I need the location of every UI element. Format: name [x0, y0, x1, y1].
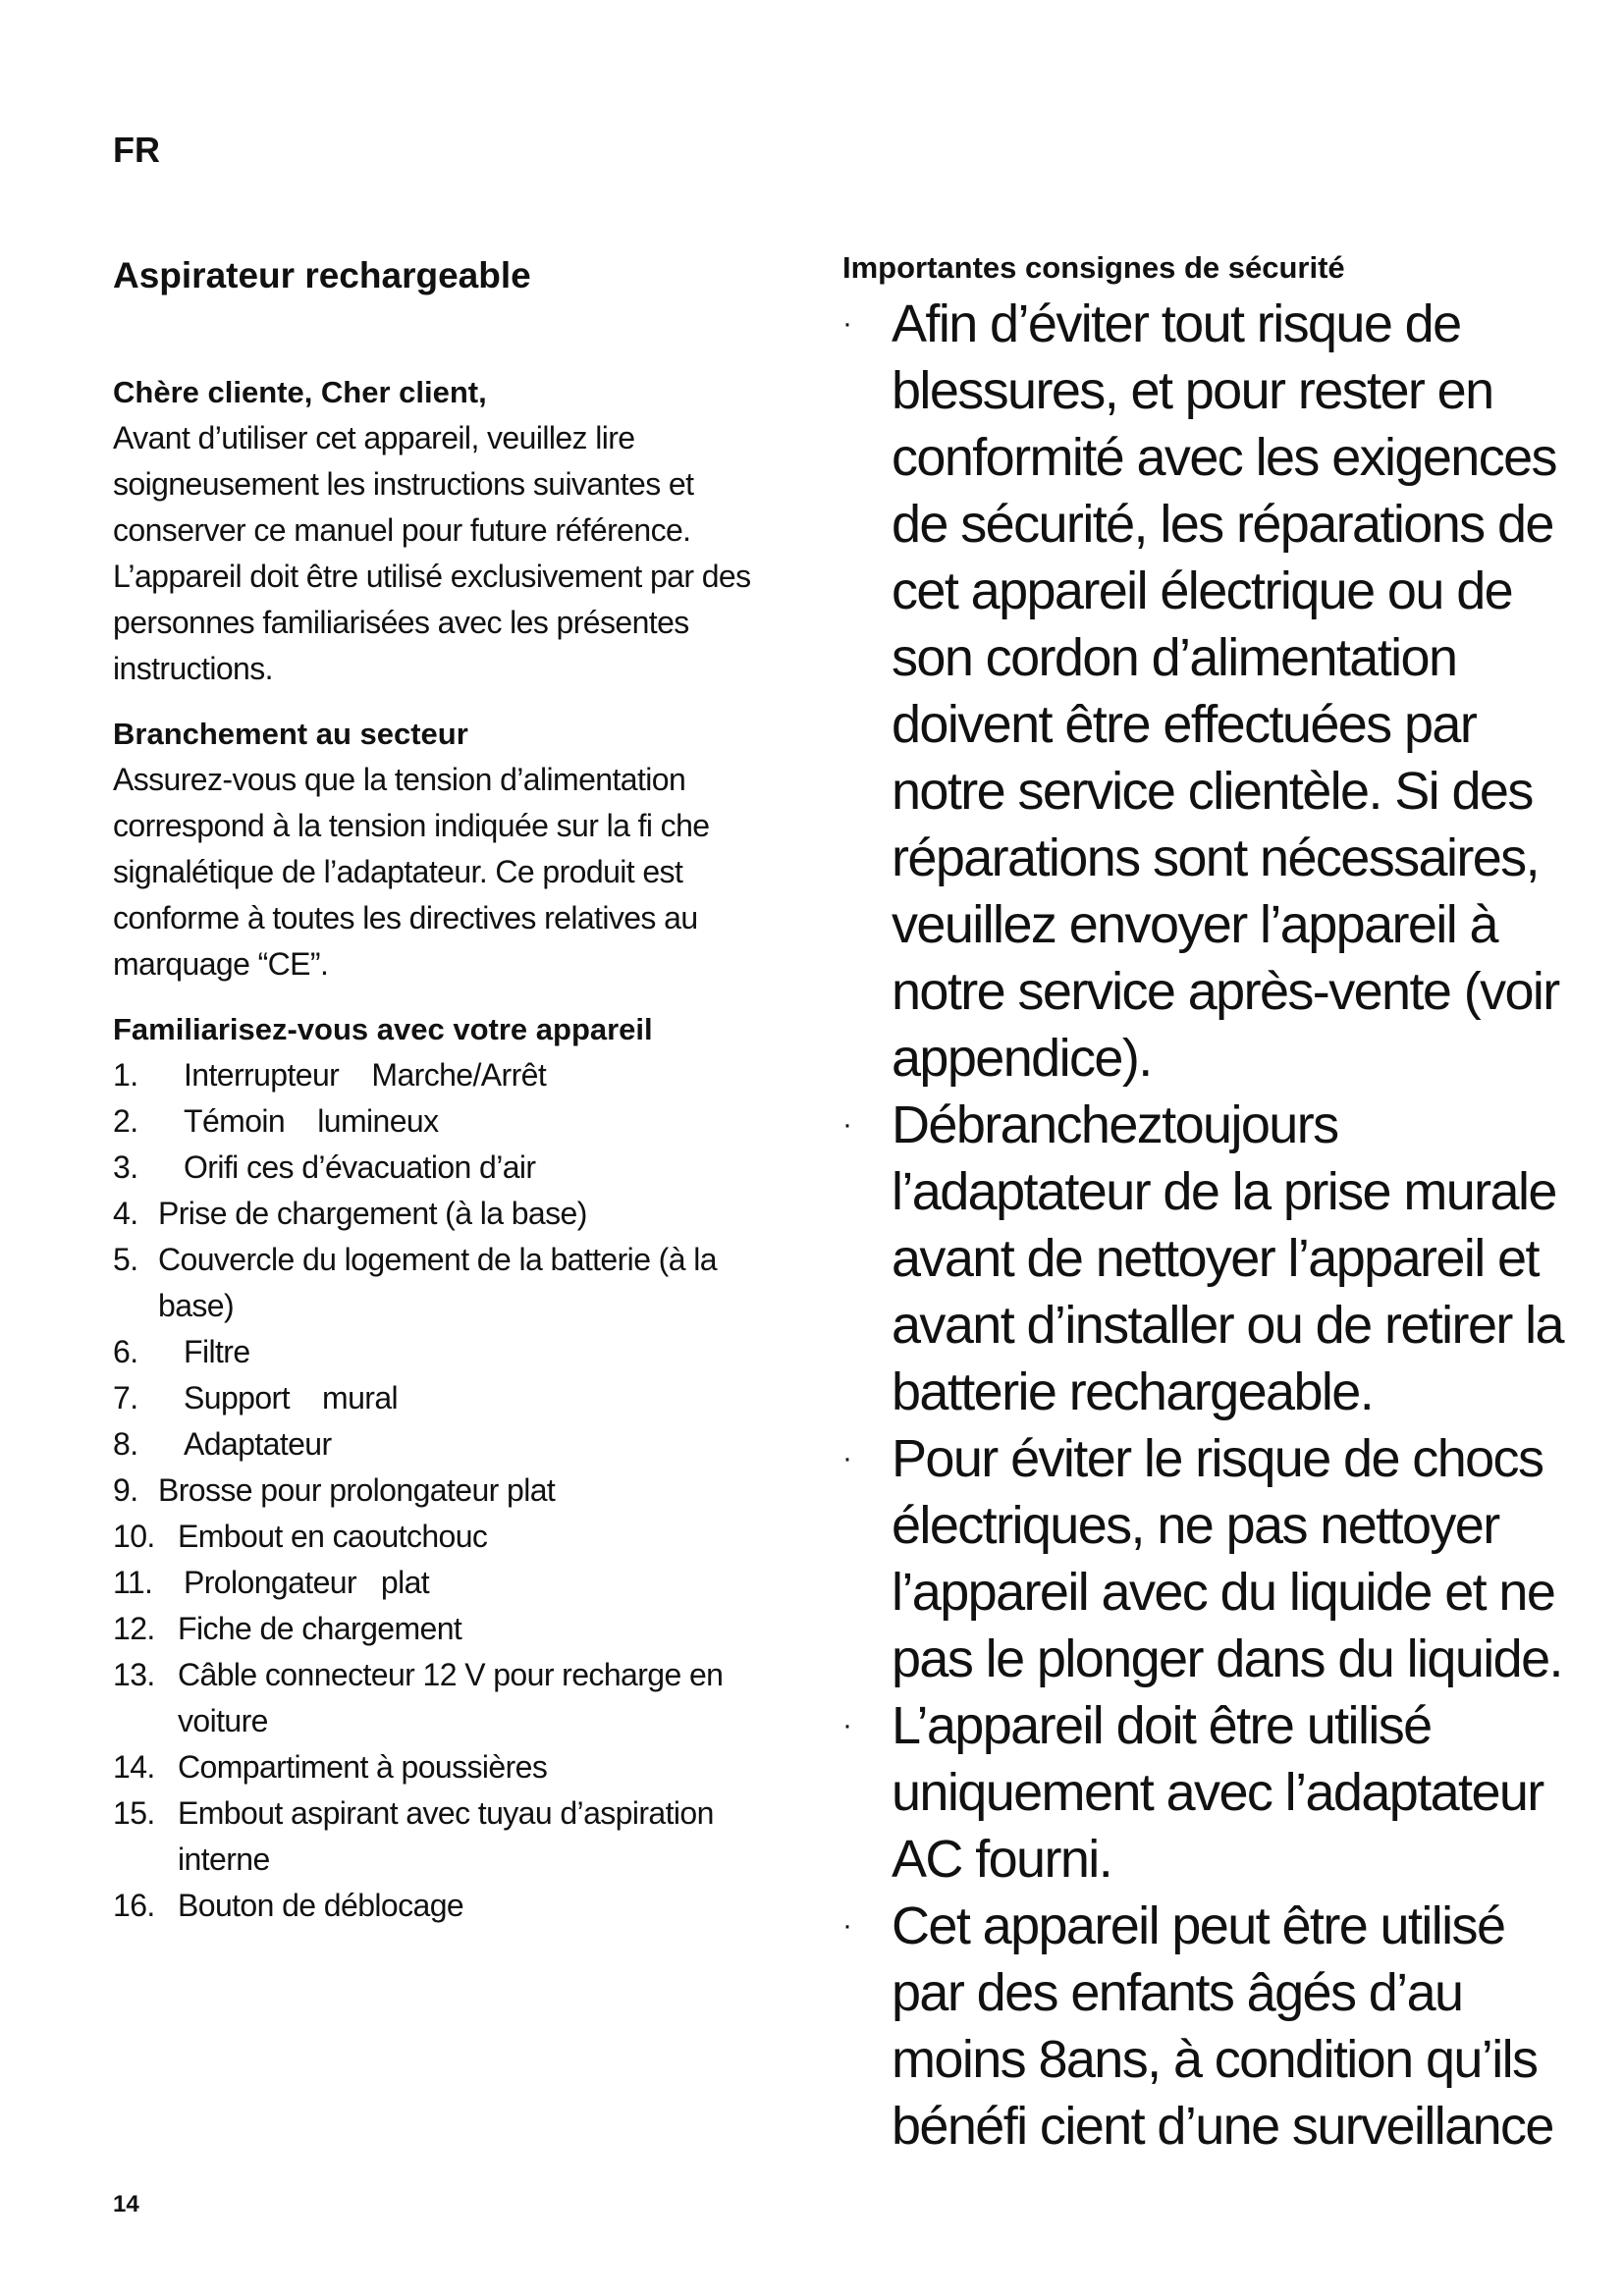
safety-item	[842, 1893, 1569, 2160]
list-item	[113, 1421, 800, 1468]
safety-item	[842, 1425, 1569, 1692]
list-item	[113, 1744, 800, 1790]
item-number: 8.	[113, 1426, 138, 1462]
parts-list	[113, 1052, 800, 1929]
item-label: Couvercle du logement de la batterie (à la base)	[158, 1242, 717, 1323]
item-label: Orifi ces d’évacuation d’air	[184, 1149, 536, 1185]
item-number: 7.	[113, 1380, 138, 1415]
list-item	[113, 1237, 800, 1329]
item-label: Câble connecteur 12 V pour recharge en voiture	[178, 1657, 724, 1738]
left-column	[113, 250, 800, 1929]
item-number: 12.	[113, 1611, 155, 1646]
safety-item	[842, 1692, 1569, 1893]
item-number: 11.	[113, 1565, 153, 1600]
safety-heading: Importantes consignes de sécurité	[842, 250, 1345, 285]
item-label: Embout aspirant avec tuyau d’aspiration interne	[178, 1795, 714, 1877]
item-label: Bouton de déblocage	[178, 1888, 464, 1923]
page-number: 14	[113, 2191, 139, 2217]
list-item	[113, 1329, 800, 1375]
item-number: 2.	[113, 1103, 138, 1139]
list-item	[113, 1560, 800, 1606]
item-label: Témoin lumineux	[184, 1103, 439, 1139]
bullet-icon: ·	[842, 1442, 851, 1474]
item-label: Compartiment à poussières	[178, 1749, 548, 1785]
list-item	[113, 1652, 800, 1744]
safety-item-text: Débrancheztoujours l’adaptateur de la prise murale avant de nettoyer l’appareil et avant d’installer ou de retirer la batterie rechargeable.	[892, 1095, 1563, 1421]
bullet-icon: ·	[842, 307, 851, 340]
greeting-text: Avant d’utiliser cet appareil, veuillez lire soigneusement les instructions suivantes et conserver ce manuel pour future référence. L’appareil doit être utilisé exclusivement par des personnes familiarisées avec les présentes instructions.	[113, 420, 751, 686]
item-label: Embout en caoutchouc	[178, 1519, 488, 1554]
item-label: Adaptateur	[184, 1426, 332, 1462]
item-number: 1.	[113, 1057, 138, 1093]
list-item	[113, 1606, 800, 1652]
safety-list	[842, 291, 1569, 2160]
bullet-icon: ·	[842, 1909, 851, 1942]
item-number: 13.	[113, 1657, 155, 1692]
list-item	[113, 1514, 800, 1560]
item-label: Prise de chargement (à la base)	[158, 1196, 587, 1231]
safety-item-text: Pour éviter le risque de chocs électriques, ne pas nettoyer l’appareil avec du liquide et ne pas le plonger dans du liquide.	[892, 1429, 1562, 1688]
safety-item	[842, 291, 1569, 1092]
item-number: 14.	[113, 1749, 155, 1785]
mains-section	[113, 712, 800, 988]
item-number: 4.	[113, 1196, 138, 1231]
item-number: 5.	[113, 1242, 138, 1277]
item-number: 16.	[113, 1888, 155, 1923]
item-label: Interrupteur Marche/Arrêt	[184, 1057, 547, 1093]
item-label: Fiche de chargement	[178, 1611, 462, 1646]
list-item	[113, 1375, 800, 1421]
bullet-icon: ·	[842, 1108, 851, 1141]
greeting-section	[113, 370, 800, 692]
item-label: Brosse pour prolongateur plat	[158, 1472, 556, 1508]
item-label: Filtre	[184, 1334, 250, 1369]
document-title: Aspirateur rechargeable	[113, 255, 531, 295]
right-column	[842, 245, 1569, 2160]
list-item	[113, 1790, 800, 1883]
list-item	[113, 1098, 800, 1145]
item-number: 3.	[113, 1149, 138, 1185]
safety-item	[842, 1092, 1569, 1425]
list-item	[113, 1468, 800, 1514]
list-item	[113, 1052, 800, 1098]
parts-heading: Familiarisez-vous avec votre appareil	[113, 1012, 653, 1046]
parts-section	[113, 1007, 800, 1929]
item-number: 15.	[113, 1795, 155, 1831]
bullet-icon: ·	[842, 1709, 851, 1741]
item-number: 10.	[113, 1519, 155, 1554]
item-number: 6.	[113, 1334, 138, 1369]
list-item	[113, 1145, 800, 1191]
safety-item-text: L’appareil doit être utilisé uniquement avec l’adaptateur AC fourni.	[892, 1696, 1543, 1889]
item-label: Support mural	[184, 1380, 399, 1415]
list-item	[113, 1191, 800, 1237]
greeting-heading: Chère cliente, Cher client,	[113, 375, 487, 409]
item-number: 9.	[113, 1472, 138, 1508]
safety-item-text: Afin d’éviter tout risque de blessures, et pour rester en conformité avec les exigences de sécurité, les réparations de cet appareil électrique ou de son cordon d’alimentation doivent être effectuées par notre service clientèle. Si des réparations sont nécessaires, veuillez envoyer l’appareil à notre service après-vente (voir appendice).	[892, 294, 1559, 1088]
safety-item-text: Cet appareil peut être utilisé par des enfants âgés d’au moins 8ans, à condition qu’ils bénéfi cient d’une surveillance	[892, 1896, 1553, 2156]
language-code: FR	[113, 130, 160, 170]
mains-text: Assurez-vous que la tension d’alimentation correspond à la tension indiquée sur la fi che signalétique de l’adaptateur. Ce produit est conforme à toutes les directives relatives au marquage “CE”.	[113, 762, 710, 982]
item-label: Prolongateur plat	[184, 1565, 430, 1600]
mains-heading: Branchement au secteur	[113, 717, 468, 751]
list-item	[113, 1883, 800, 1929]
